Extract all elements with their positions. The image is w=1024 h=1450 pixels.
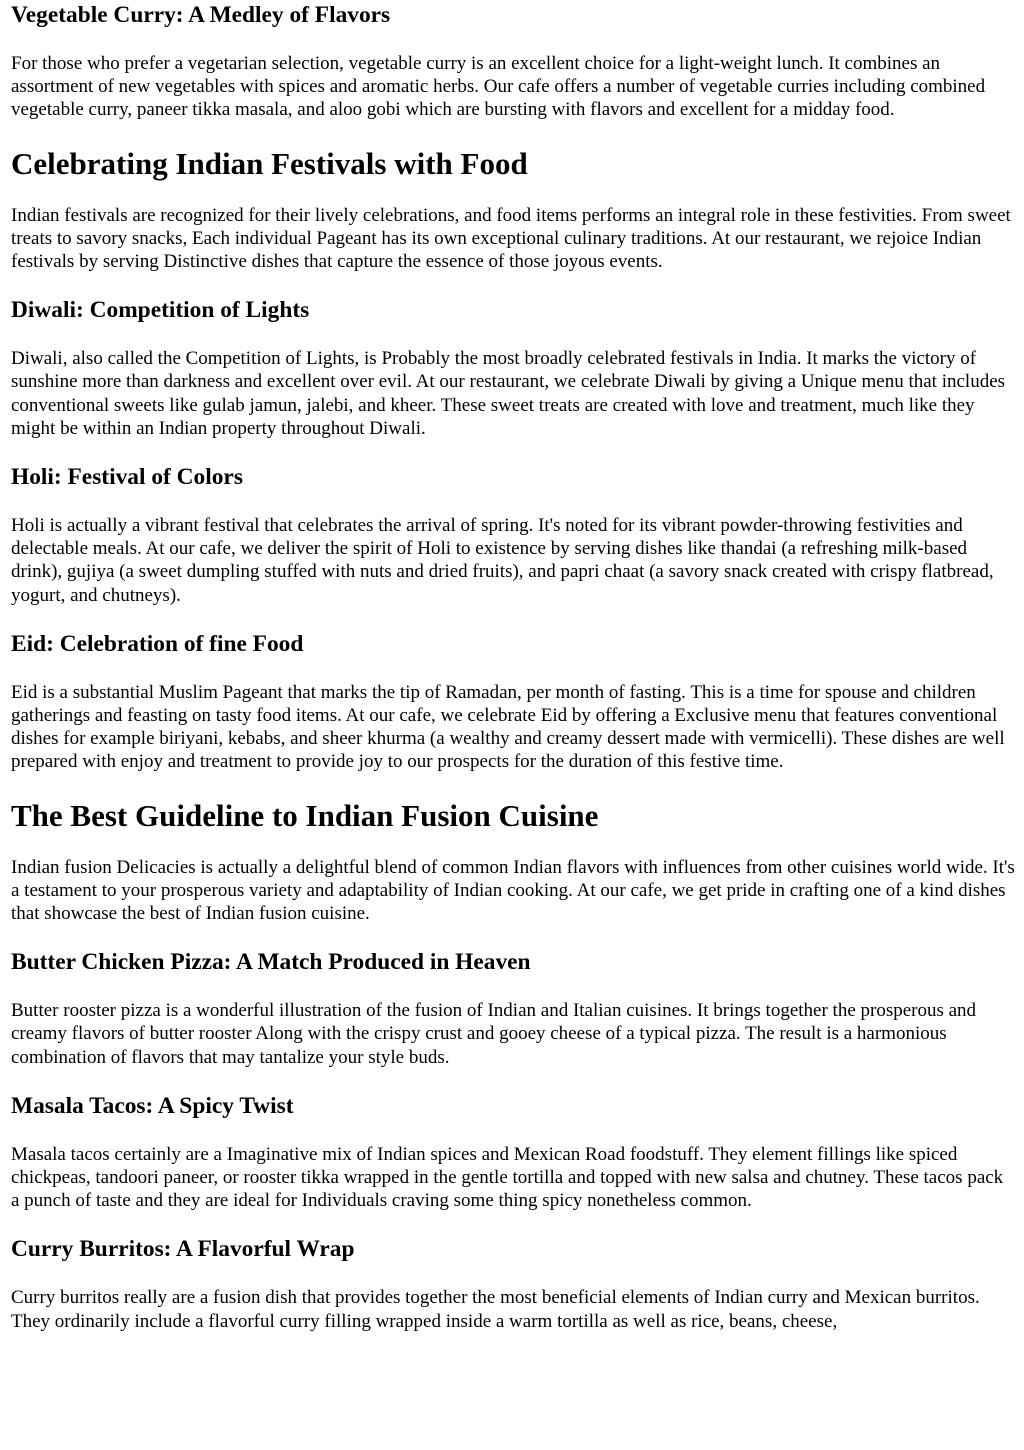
section-heading-eid: Eid: Celebration of fine Food xyxy=(11,630,304,657)
section-heading-masala-tacos: Masala Tacos: A Spicy Twist xyxy=(11,1092,294,1119)
section-paragraph-masala-tacos: Masala tacos certainly are a Imaginative mix of Indian spices and Mexican Road foodstuff. They element fillings like spiced chickpeas, tandoori paneer, or rooster tikka wrapped in the gentle tortilla and topped with new salsa and chutney. These tacos pack a punch of taste and they are ideal for Individuals craving some thing spicy nonetheless common. xyxy=(11,1143,1004,1212)
section-heading-vegetable-curry: Vegetable Curry: A Medley of Flavors xyxy=(11,2,391,28)
section-paragraph-holi: Holi is actually a vibrant festival that celebrates the arrival of spring. It's noted for its vibrant powder-throwing festivities and delectable meals. At our cafe, we deliver the spirit of Holi to existence by serving dishes like thandai (a refreshing milk-based drink), gujiya (a sweet dumpling stuffed with nuts and dried fruits), and papri chaat (a savory snack created with crispy flatbread, yogurt, and chutneys). xyxy=(11,515,994,606)
section-paragraph-curry-burritos: Curry burritos really are a fusion dish that provides together the most beneficial elements of Indian curry and Mexican burritos. They ordinarily include a flavorful curry filling wrapped inside a warm tortilla as well as rice, beans, cheese, xyxy=(11,1287,980,1332)
section-paragraph-butter-chicken-pizza: Butter rooster pizza is a wonderful illustration of the fusion of Indian and Italian cuisines. It brings together the prosperous and creamy flavors of butter rooster Along with the crispy crust and gooey cheese of a typical pizza. The result is a harmonious combination of flavors that may tantalize your style buds. xyxy=(11,1000,977,1068)
section-paragraph-vegetable-curry: For those who prefer a vegetarian selection, vegetable curry is an excellent choice for a light-weight lunch. It combines an assortment of new vegetables with spices and aromatic herbs. Our cafe offers a number of vegetable curries including combined vegetable curry, paneer tikka masala, and aloo gobi which are bursting with flavors and excellent for a midday food. xyxy=(11,53,986,121)
section-heading-butter-chicken-pizza: Butter Chicken Pizza: A Match Produced in Heaven xyxy=(11,949,531,976)
section-paragraph-diwali: Diwali, also called the Competition of Lights, is Probably the most broadly celebrated festivals in India. It marks the victory of sunshine more than darkness and excellent over evil. At our restaurant, we celebrate Diwali by giving a Unique menu that includes conventional sweets like gulab jamun, jalebi, and kheer. These sweet treats are created with love and treatment, much like they might be within an Indian property throughout Diwali. xyxy=(11,348,1006,439)
section-heading-curry-burritos: Curry Burritos: A Flavorful Wrap xyxy=(11,1236,355,1263)
section-heading-holi: Holi: Festival of Colors xyxy=(11,464,243,491)
section-paragraph-indian-fusion: Indian fusion Delicacies is actually a delightful blend of common Indian flavors with influences from other cuisines world wide. It's a testament to your prosperous variety and adaptability of Indian cooking. At our cafe, we get pride in crafting one of a kind dishes that showcase the best of Indian fusion cuisine. xyxy=(11,856,1015,925)
section-heading-diwali: Diwali: Competition of Lights xyxy=(11,297,310,324)
section-paragraph-eid: Eid is a substantial Muslim Pageant that marks the tip of Ramadan, per month of fasting. This is a time for spouse and children gatherings and feasting on tasty food items. At our cafe, we celebrate Eid by offering a Exclusive menu that features conventional dishes for example biriyani, kebabs, and sheer khurma (a wealthy and creamy dessert made with vermicelli). These dishes are well prepared with enjoy and treatment to provide joy to our prospects for the duration of this festive time. xyxy=(11,681,1005,773)
article xyxy=(0,2,1024,1333)
section-heading-indian-festivals: Celebrating Indian Festivals with Food xyxy=(11,145,528,181)
section-heading-indian-fusion: The Best Guideline to Indian Fusion Cuisine xyxy=(11,797,599,833)
section-paragraph-indian-festivals: Indian festivals are recognized for their lively celebrations, and food items performs an integral role in these festivities. From sweet treats to savory snacks, Each individual Pageant has its own exceptional culinary traditions. At our restaurant, we rejoice Indian festivals by serving Distinctive dishes that capture the essence of those joyous events. xyxy=(11,204,1011,273)
